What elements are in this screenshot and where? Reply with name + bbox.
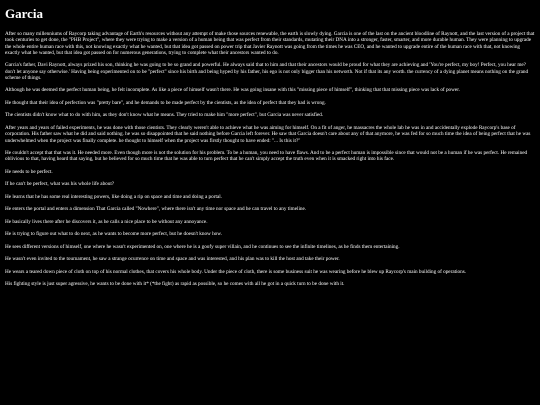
paragraph-missing-piece: Although he was deemed the perfect human being, he felt incomplete. As like a piece of himself wasn't there. He was going insane with this "missing piece of himself", thinking that that missing piece was lack of power. [5, 87, 460, 94]
paragraph-needs-perfect: He needs to be perfect. [5, 168, 53, 175]
paragraph-needs-more: He couldn't accept that that was it. He needed more. Even though more is not the solution for his problem. To be a human, you need to have flaws. And to be a perfect human is impossible since that would not be a human if he was perfect. He remained oblivious to that, having heard that saying, but he believed for so much time that he was able to turn perfect that he can't simply accept the truth even when it is smacked right into his face. [5, 149, 528, 163]
document-body [5, 31, 535, 287]
paragraph-timelines: He sees different versions of himself, one where he wasn't experimented on, one where he is a goofy super villain, and he continues to see the infinite timelines, as he finds them entertaining. [5, 243, 400, 250]
paragraph-cientists: The cientists didn't know what to do with him, as they don't know what he means. They tried to make him "more perfect", but Garcia was never satisfied. [5, 112, 324, 119]
paragraph-appearance: He wears a teared down piece of cloth on top of his normal clothes, that covers his whole body. Under the piece of cloth, there is some business suit he was wearing before he blew up Raycorp's main building of operations. [5, 268, 467, 275]
paragraph-lives-there: He basically lives there after he discovers it, as he calls a nice place to be without any annoyance. [5, 218, 208, 225]
paragraph-father: Garcia's father, Davi Raynott, always prized his son, thinking he was going to be so grand and powerful. He always said that to him and that their ancestors would be proud for what they are achieving and 'You're perfect, my boy! Perfect, you hear me? don't let anyone say otherwise.' Having being experimented on to be "perfect" since his birth and being hyped by his father, his ego is not only bigger than his networth. Not if that its any worth. the currency of a dying planet means nothing on the grand scheme of things. [5, 62, 529, 81]
paragraph-tournament: He wasn't even invited to the tournament, he saw a strange ocurrence on time and space and was interested, and his plan was to kill the host and take their power. [5, 256, 340, 263]
paragraph-powers: He learns that he has some real interesting powers, like doing a rip on space and time and doing a portal. [5, 193, 222, 200]
paragraph-what-next: He is trying to figure out what to do next, as he wants to become more perfect, but he doesn't know how. [5, 231, 222, 238]
paragraph-origin: After so many millenniums of Raycorp taking advantage of Earth's resources without any attempt of make those sources renewable, the earth is slowly dying. Garcia is one of the last on the ancient bloodline of Raynott, and the last version of a project that took centuries to get done, the "PHB Project", where they were trying to make a version of a human being that was perfect from their standards, mutating their DNA into a stronger, faster, smarter, and more durable human. They were planning to upgrade the whole entire human race with this, not knowing exactly what he wanted, but that idea got passed on power trip that Javier Raynott was going from the times he was CEO, and he wanted to upgrade entire of the human race with that, not knowing exactly what he wanted, but that idea got passed on for numerous generations, trying to complete what their ancestors wanted to do. [5, 31, 535, 56]
paragraph-failed-experiments: After years and years of failed experiments, he was done with those cientists. They clearly weren't able to achieve what he was aiming for himself. On a fit of anger, he massacres the whole lab he was in and accidentally explode Raycorp's base of corporation. His father saw what he did and said nothing. he was so disappointed that he said nothing before Garcia left forever. He saw that Garcia doesn't care about any of that anymore, he was fed for so much time the idea of being perfect that he was underwhelmed when the project was finally complete. he thought to himself when the project was firstly thought to have ended: "... Is this it?" [5, 124, 531, 144]
paragraph-perfection-idea: He thought that their idea of perfection was "pretty bare", and he demands to be made perfect by the cientists, as the idea of perfect that they had is wrong. [5, 99, 326, 106]
paragraph-fighting-style: His fighting style is just super agressive, he wants to be done with it* (*the fight) as rapid as possible, so he comes with all he got in a quick turn to be done with it. [5, 281, 345, 288]
paragraph-nowhere: He enters the portal and enters a dimension That Garcia called "Nowhere", where there isn't any time nor space and he can travel to any timeline. [5, 206, 307, 213]
paragraph-life-about: If he can't be perfect, what was his whole life about? [5, 181, 115, 188]
page-title: Garcia [5, 6, 44, 21]
